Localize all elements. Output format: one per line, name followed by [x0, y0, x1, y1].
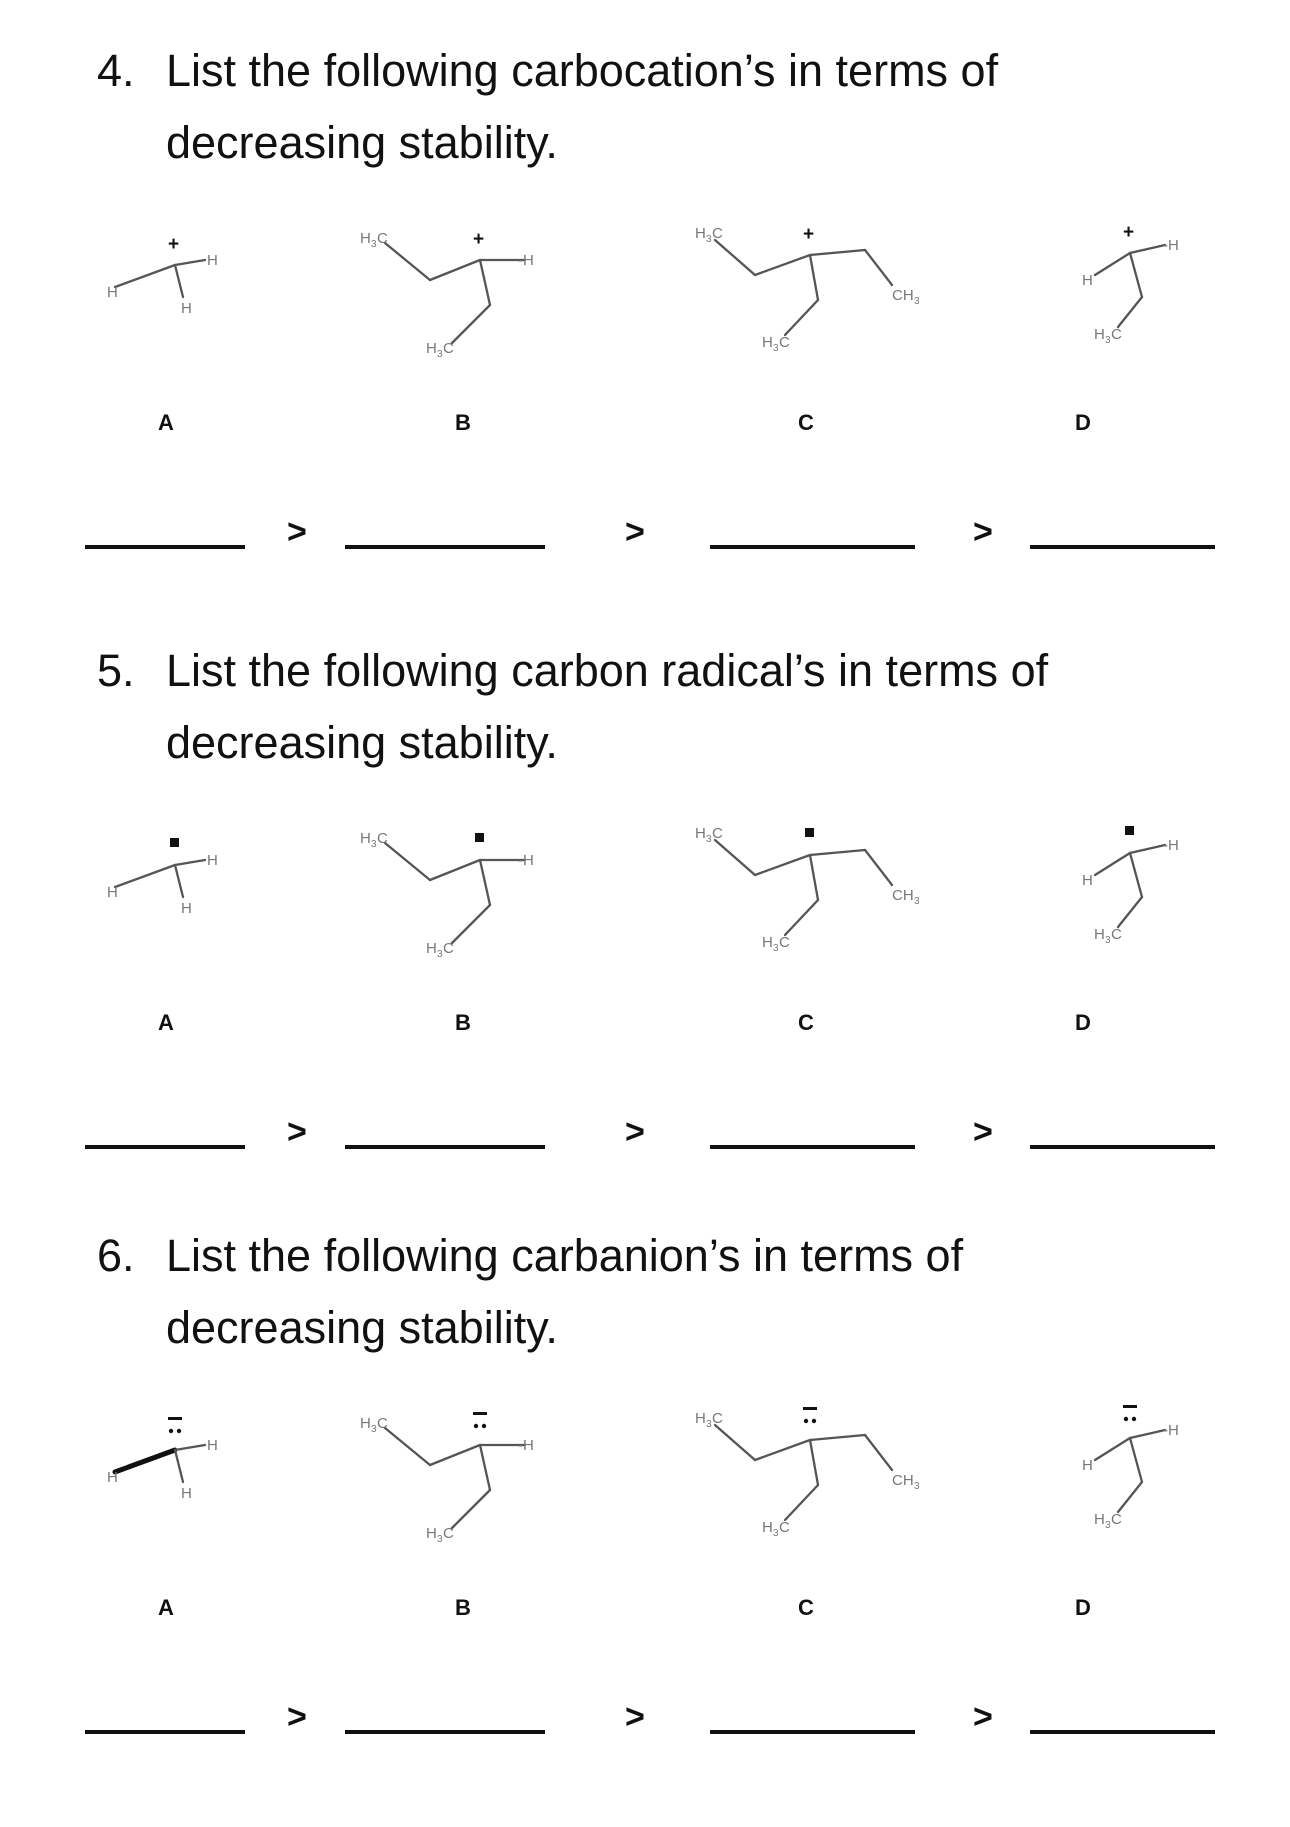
atom-h3c: H [360, 1415, 371, 1432]
structure-label: D [1075, 1010, 1091, 1035]
atom-h3c: C [779, 1519, 790, 1536]
subscript: 3 [437, 949, 443, 960]
greater-than-sign: > [287, 1698, 307, 1736]
atom-h3c: C [1111, 926, 1122, 943]
bond [175, 265, 183, 297]
atom-h3c: H [1094, 926, 1105, 943]
structure-c [670, 805, 950, 965]
bond [810, 255, 818, 300]
bond [452, 305, 490, 343]
atom-h3c: C [779, 934, 790, 951]
atom-h: H [181, 900, 192, 917]
center-symbol [168, 1417, 182, 1433]
subscript: 3 [706, 234, 712, 245]
center-symbol [473, 1412, 487, 1428]
atom-h: H [1082, 1457, 1093, 1474]
bond [480, 260, 490, 305]
atom-h: H [107, 1469, 118, 1486]
atom-h: -H [1163, 1422, 1179, 1439]
bond [452, 905, 490, 943]
center-symbol [1125, 826, 1134, 835]
bond [785, 1485, 818, 1520]
bond [785, 300, 818, 335]
greater-than-sign: > [973, 1698, 993, 1736]
atom-h: -H [1163, 837, 1179, 854]
structure-d [1030, 205, 1220, 365]
subscript: 3 [773, 943, 779, 954]
bond [1095, 853, 1130, 875]
charge-symbol: + [1123, 222, 1135, 243]
atom-h: H [1082, 872, 1093, 889]
bond [175, 860, 205, 865]
bond [115, 265, 175, 287]
answer-blank[interactable] [345, 1145, 545, 1149]
atom-h3c: H [762, 1519, 773, 1536]
structure-d [1030, 805, 1220, 965]
center-symbol [803, 1407, 817, 1423]
bond [1130, 845, 1165, 853]
bond [430, 260, 480, 280]
atom-ch3: CH [892, 887, 914, 904]
bond [1130, 1438, 1142, 1482]
atom-h3c: C [712, 825, 723, 842]
atom-h: H [207, 1437, 218, 1454]
answer-blank[interactable] [345, 545, 545, 549]
structure-d [1030, 1390, 1220, 1550]
bond [1095, 1438, 1130, 1460]
subscript: 3 [437, 349, 443, 360]
bond [715, 1425, 755, 1460]
bond [810, 850, 865, 855]
atom-h3c: H [695, 1410, 706, 1427]
atom-h3c: C [377, 830, 388, 847]
atom-h3c: H [1094, 1511, 1105, 1528]
bond [452, 1490, 490, 1528]
subscript: 3 [371, 1424, 377, 1435]
structure-a [95, 1390, 265, 1550]
atom-h3c: H [360, 830, 371, 847]
answer-blank[interactable] [1030, 545, 1215, 549]
atom-h3c: C [1111, 326, 1122, 343]
bond [175, 1450, 183, 1482]
bond [865, 1435, 892, 1470]
structure-b [330, 205, 590, 365]
bond [175, 865, 183, 897]
bond [755, 1440, 810, 1460]
bond [1130, 853, 1142, 897]
center-symbol [805, 828, 814, 837]
structure-a [95, 805, 265, 965]
atom-h3c: C [377, 230, 388, 247]
center-symbol [170, 838, 179, 847]
structure-label: C [798, 1010, 814, 1035]
bond [715, 240, 755, 275]
question-text: List the following carbanion’s in terms of [166, 1230, 964, 1281]
bond [1118, 897, 1142, 927]
atom-h3c: C [377, 1415, 388, 1432]
atom-h3c: C [443, 340, 454, 357]
bond [1130, 1430, 1165, 1438]
atom-h3c: H [426, 340, 437, 357]
atom-h3c: C [712, 1410, 723, 1427]
bond [1130, 245, 1165, 253]
answer-blank[interactable] [85, 545, 245, 549]
atom-h: H [107, 884, 118, 901]
greater-than-sign: > [287, 513, 307, 551]
answer-blank[interactable] [710, 1730, 915, 1734]
structure-label: A [158, 410, 174, 435]
atom-h: -H [518, 852, 534, 869]
bond [115, 865, 175, 887]
answer-blank[interactable] [345, 1730, 545, 1734]
subscript: 3 [1105, 1520, 1111, 1531]
answer-blank[interactable] [85, 1145, 245, 1149]
atom-h: -H [518, 252, 534, 269]
bond [1095, 253, 1130, 275]
atom-h3c: H [695, 825, 706, 842]
greater-than-sign: > [973, 1113, 993, 1151]
subscript: 3 [437, 1534, 443, 1545]
atom-h: H [1082, 272, 1093, 289]
subscript: 3 [371, 839, 377, 850]
atom-h3c: C [712, 225, 723, 242]
structure-b [330, 1390, 590, 1550]
charge-symbol: + [803, 224, 815, 245]
greater-than-sign: > [973, 513, 993, 551]
question-text-continued: decreasing stability. [166, 117, 558, 168]
bond [1118, 297, 1142, 327]
atom-h3c: C [443, 1525, 454, 1542]
atom-h: H [181, 1485, 192, 1502]
question-text: List the following carbocation’s in terms of [166, 45, 999, 96]
question-text-continued: decreasing stability. [166, 1302, 558, 1353]
answer-blank[interactable] [710, 1145, 915, 1149]
atom-h: H [181, 300, 192, 317]
bond [755, 855, 810, 875]
structure-label: A [158, 1595, 174, 1620]
structure-b [330, 805, 590, 965]
center-symbol [1123, 1405, 1137, 1421]
atom-h3c: H [762, 934, 773, 951]
bond [810, 855, 818, 900]
subscript: 3 [773, 1528, 779, 1539]
atom-h3c: C [1111, 1511, 1122, 1528]
question-text: List the following carbon radical’s in terms of [166, 645, 1049, 696]
bond [175, 1445, 205, 1450]
structure-label: B [455, 410, 471, 435]
atom-h3c: H [695, 225, 706, 242]
question-text-continued: decreasing stability. [166, 717, 558, 768]
greater-than-sign: > [625, 513, 645, 551]
atom-h3c: H [762, 334, 773, 351]
subscript: 3 [914, 296, 920, 307]
subscript: 3 [371, 239, 377, 250]
structure-label: C [798, 1595, 814, 1620]
question-number: 4. [97, 45, 135, 96]
structure-c [670, 1390, 950, 1550]
atom-h: H [107, 284, 118, 301]
bond [430, 1445, 480, 1465]
subscript: 3 [1105, 335, 1111, 346]
atom-h3c: H [426, 940, 437, 957]
bond [385, 843, 430, 880]
structure-c [670, 205, 950, 365]
structure-label: D [1075, 410, 1091, 435]
bond [810, 250, 865, 255]
bond [755, 255, 810, 275]
bond [480, 1445, 490, 1490]
charge-symbol: + [473, 229, 485, 250]
bond [785, 900, 818, 935]
answer-blank[interactable] [1030, 1145, 1215, 1149]
structure-label: D [1075, 1595, 1091, 1620]
bond [385, 1428, 430, 1465]
greater-than-sign: > [287, 1113, 307, 1151]
bond [175, 260, 205, 265]
atom-ch3: CH [892, 1472, 914, 1489]
atom-h3c: H [1094, 326, 1105, 343]
atom-h: H [207, 852, 218, 869]
atom-ch3: CH [892, 287, 914, 304]
answer-blank[interactable] [1030, 1730, 1215, 1734]
structure-label: B [455, 1010, 471, 1035]
center-symbol [475, 833, 484, 842]
atom-h3c: C [779, 334, 790, 351]
question-number: 5. [97, 645, 135, 696]
subscript: 3 [706, 834, 712, 845]
structure-label: C [798, 410, 814, 435]
charge-symbol: + [168, 234, 180, 255]
bond [810, 1440, 818, 1485]
bond [115, 1450, 175, 1472]
atom-h: H [207, 252, 218, 269]
answer-blank[interactable] [85, 1730, 245, 1734]
bond [1118, 1482, 1142, 1512]
bond [1130, 253, 1142, 297]
question-number: 6. [97, 1230, 135, 1281]
atom-h: -H [518, 1437, 534, 1454]
bond [865, 850, 892, 885]
bond [430, 860, 480, 880]
bond [480, 860, 490, 905]
greater-than-sign: > [625, 1698, 645, 1736]
atom-h3c: C [443, 940, 454, 957]
subscript: 3 [1105, 935, 1111, 946]
structure-label: B [455, 1595, 471, 1620]
answer-blank[interactable] [710, 545, 915, 549]
subscript: 3 [706, 1419, 712, 1430]
subscript: 3 [773, 343, 779, 354]
subscript: 3 [914, 896, 920, 907]
bond [715, 840, 755, 875]
structure-label: A [158, 1010, 174, 1035]
subscript: 3 [914, 1481, 920, 1492]
bond [385, 243, 430, 280]
greater-than-sign: > [625, 1113, 645, 1151]
atom-h3c: H [426, 1525, 437, 1542]
bond [865, 250, 892, 285]
bond [810, 1435, 865, 1440]
structure-a [95, 205, 265, 365]
atom-h3c: H [360, 230, 371, 247]
atom-h: -H [1163, 237, 1179, 254]
